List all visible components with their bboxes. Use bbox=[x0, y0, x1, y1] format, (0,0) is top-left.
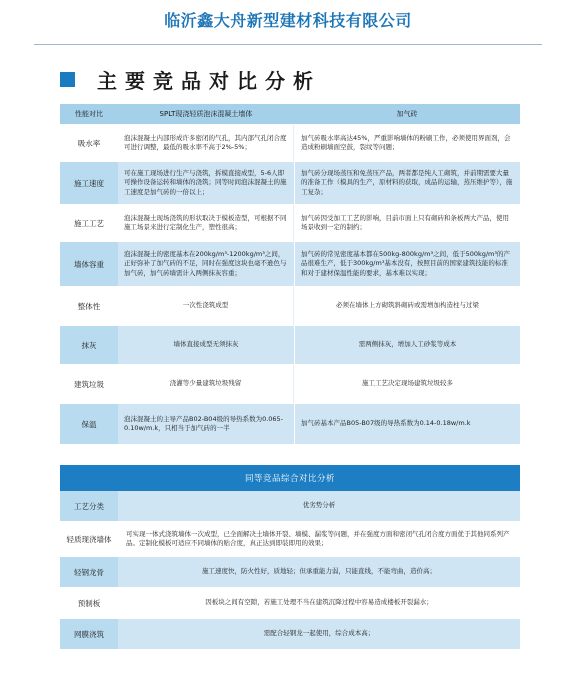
row-value: 优劣势分析 bbox=[302, 501, 336, 510]
table-row bbox=[60, 365, 520, 404]
cell-aerated-brick: 加气砖吸水率高达45%，严重影响墙体的粉刷工作，必须使用界面剂，会造成粉刷墙面空鼓，裂纹等问题； bbox=[294, 125, 520, 161]
row-label: 墙体容重 bbox=[60, 242, 118, 286]
row-label: 整体性 bbox=[77, 301, 101, 311]
header-cell-attribute: 性能对比 bbox=[75, 110, 103, 118]
cell-splt: 泡沫混凝土的密度基本在200kg/m³-1200kg/m³之间，正好弥补了加气砖的不足，同时在强度这块也毫不逊色与加气砖，加气砖墙需计入两侧抹灰容重； bbox=[124, 249, 287, 277]
title-square-icon bbox=[60, 72, 75, 87]
row-label: 保温 bbox=[60, 404, 118, 444]
cell-splt: 浇灌等少量建筑垃圾残留 bbox=[118, 365, 294, 403]
cell-aerated-brick: 加气砖分现场蒸压和免蒸压产品，两者都是纯人工砌筑，并前期需要大量的准备工作（模具的生产，原材料的获取，成品的运输，蒸压维护等），施工复杂； bbox=[294, 162, 520, 204]
row-label: 施工工艺 bbox=[74, 218, 104, 228]
cell-aerated-brick: 施工工艺决定现场建筑垃圾较多 bbox=[294, 365, 520, 403]
summary-table-title: 同等竞品综合对比分析 bbox=[60, 465, 520, 491]
table-row bbox=[60, 242, 520, 287]
table-row bbox=[60, 619, 520, 650]
row-value: 需配合轻钢龙一起使用，综合成本高； bbox=[263, 629, 375, 638]
row-label: 轻质现浇墙体 bbox=[66, 534, 112, 544]
row-value: 可实现一体式浇筑墙体一次成型，已全面解决土墙体开裂、墙模、漏浆等问题，并在强度方面和密闭气孔闭合度方面优于其他同系列产品。定制化模板可适应不同墙体的贴合度，真正达到即装即用的效果； bbox=[126, 529, 510, 547]
cell-aerated-brick: 加气砖基本产品B05-B07级的导热系数为0.14-0.18w/m.k bbox=[294, 404, 520, 444]
cell-splt: 泡沫混凝土内部形成许多密闭的气孔，其内部气孔闭合度可进行调整，最低的吸水率不高于2%-5%； bbox=[118, 125, 294, 161]
company-name: 临沂鑫大舟新型建材科技有限公司 bbox=[164, 11, 412, 30]
table-row bbox=[60, 205, 520, 242]
cell-splt: 泡沫混凝土现场浇筑的形状取决于模板造型，可根据不同施工场景来进行定制化生产，塑性很高； bbox=[118, 205, 294, 241]
row-value: 施工速度快，防火性好，质地轻；但承重能力弱，只能直线，不能弯曲，造价高； bbox=[202, 567, 436, 576]
row-label: 工艺分类 bbox=[60, 491, 118, 521]
table-row bbox=[60, 588, 520, 619]
row-label: 抹灰 bbox=[60, 326, 118, 364]
table-row bbox=[60, 522, 520, 557]
cell-splt: 墙体直接成型无须抹灰 bbox=[173, 340, 239, 349]
cell-splt: 可在施工现场进行生产与浇筑，拆模直接成型，5-6人即可操作设备运转和墙体的浇筑；同等时间泡沫混凝土的施工速度是加气砖的一倍以上； bbox=[124, 168, 287, 196]
header-cell-splt: SPLT现浇轻质泡沫混凝土墙体 bbox=[159, 110, 253, 118]
section-title bbox=[60, 64, 321, 94]
cell-aerated-brick: 需两侧抹灰，增加人工砂浆等成本 bbox=[294, 326, 520, 364]
row-label: 网膜浇筑 bbox=[60, 619, 118, 649]
table-row bbox=[60, 162, 520, 205]
table-row bbox=[60, 557, 520, 588]
cell-aerated-brick: 加气砖的常见密度基本都在500kg-800kg/m³之间，低于500kg/m³的产品很难生产，低于300kg/m³基本没有，按照目前的国家建筑技能的标准和对于建材保温性能的要求，基本难以实现； bbox=[294, 242, 520, 286]
cell-splt: 一次性浇筑成型 bbox=[118, 287, 294, 325]
row-label: 轻钢龙骨 bbox=[60, 557, 118, 587]
section-title-text: 主要竞品对比分析 bbox=[97, 68, 321, 93]
table-row bbox=[60, 326, 520, 365]
row-label: 建筑垃圾 bbox=[74, 379, 104, 389]
table-row bbox=[60, 491, 520, 522]
page-header bbox=[0, 0, 576, 42]
row-label: 预制板 bbox=[77, 598, 101, 608]
cell-aerated-brick: 加气砖因受加工工艺的影响，目前市面上只有砌砖和条板两大产品，使用场景收到一定的制约； bbox=[294, 205, 520, 241]
comparison-table bbox=[60, 104, 520, 445]
row-label: 施工速度 bbox=[60, 162, 118, 204]
row-label: 吸水率 bbox=[77, 138, 101, 148]
header-cell-aerated-brick: 加气砖 bbox=[396, 110, 418, 118]
table-row bbox=[60, 287, 520, 326]
table-row bbox=[60, 125, 520, 162]
summary-table bbox=[60, 465, 520, 650]
cell-splt: 泡沫混凝土的主导产品B02-B04级的导热系数为0.065-0.10w/m.k，只相当于加气砖的一半 bbox=[124, 414, 284, 432]
comparison-table-header bbox=[60, 104, 520, 125]
cell-aerated-brick: 必须在墙体上方砌筑斜砌砖或需增加构造柱与过梁 bbox=[294, 287, 520, 325]
row-value: 因板块之间有空隙，若施工处理不当在建筑沉降过程中容易造成楼板开裂漏水； bbox=[205, 598, 433, 607]
header-divider bbox=[34, 44, 542, 45]
table-row bbox=[60, 404, 520, 445]
